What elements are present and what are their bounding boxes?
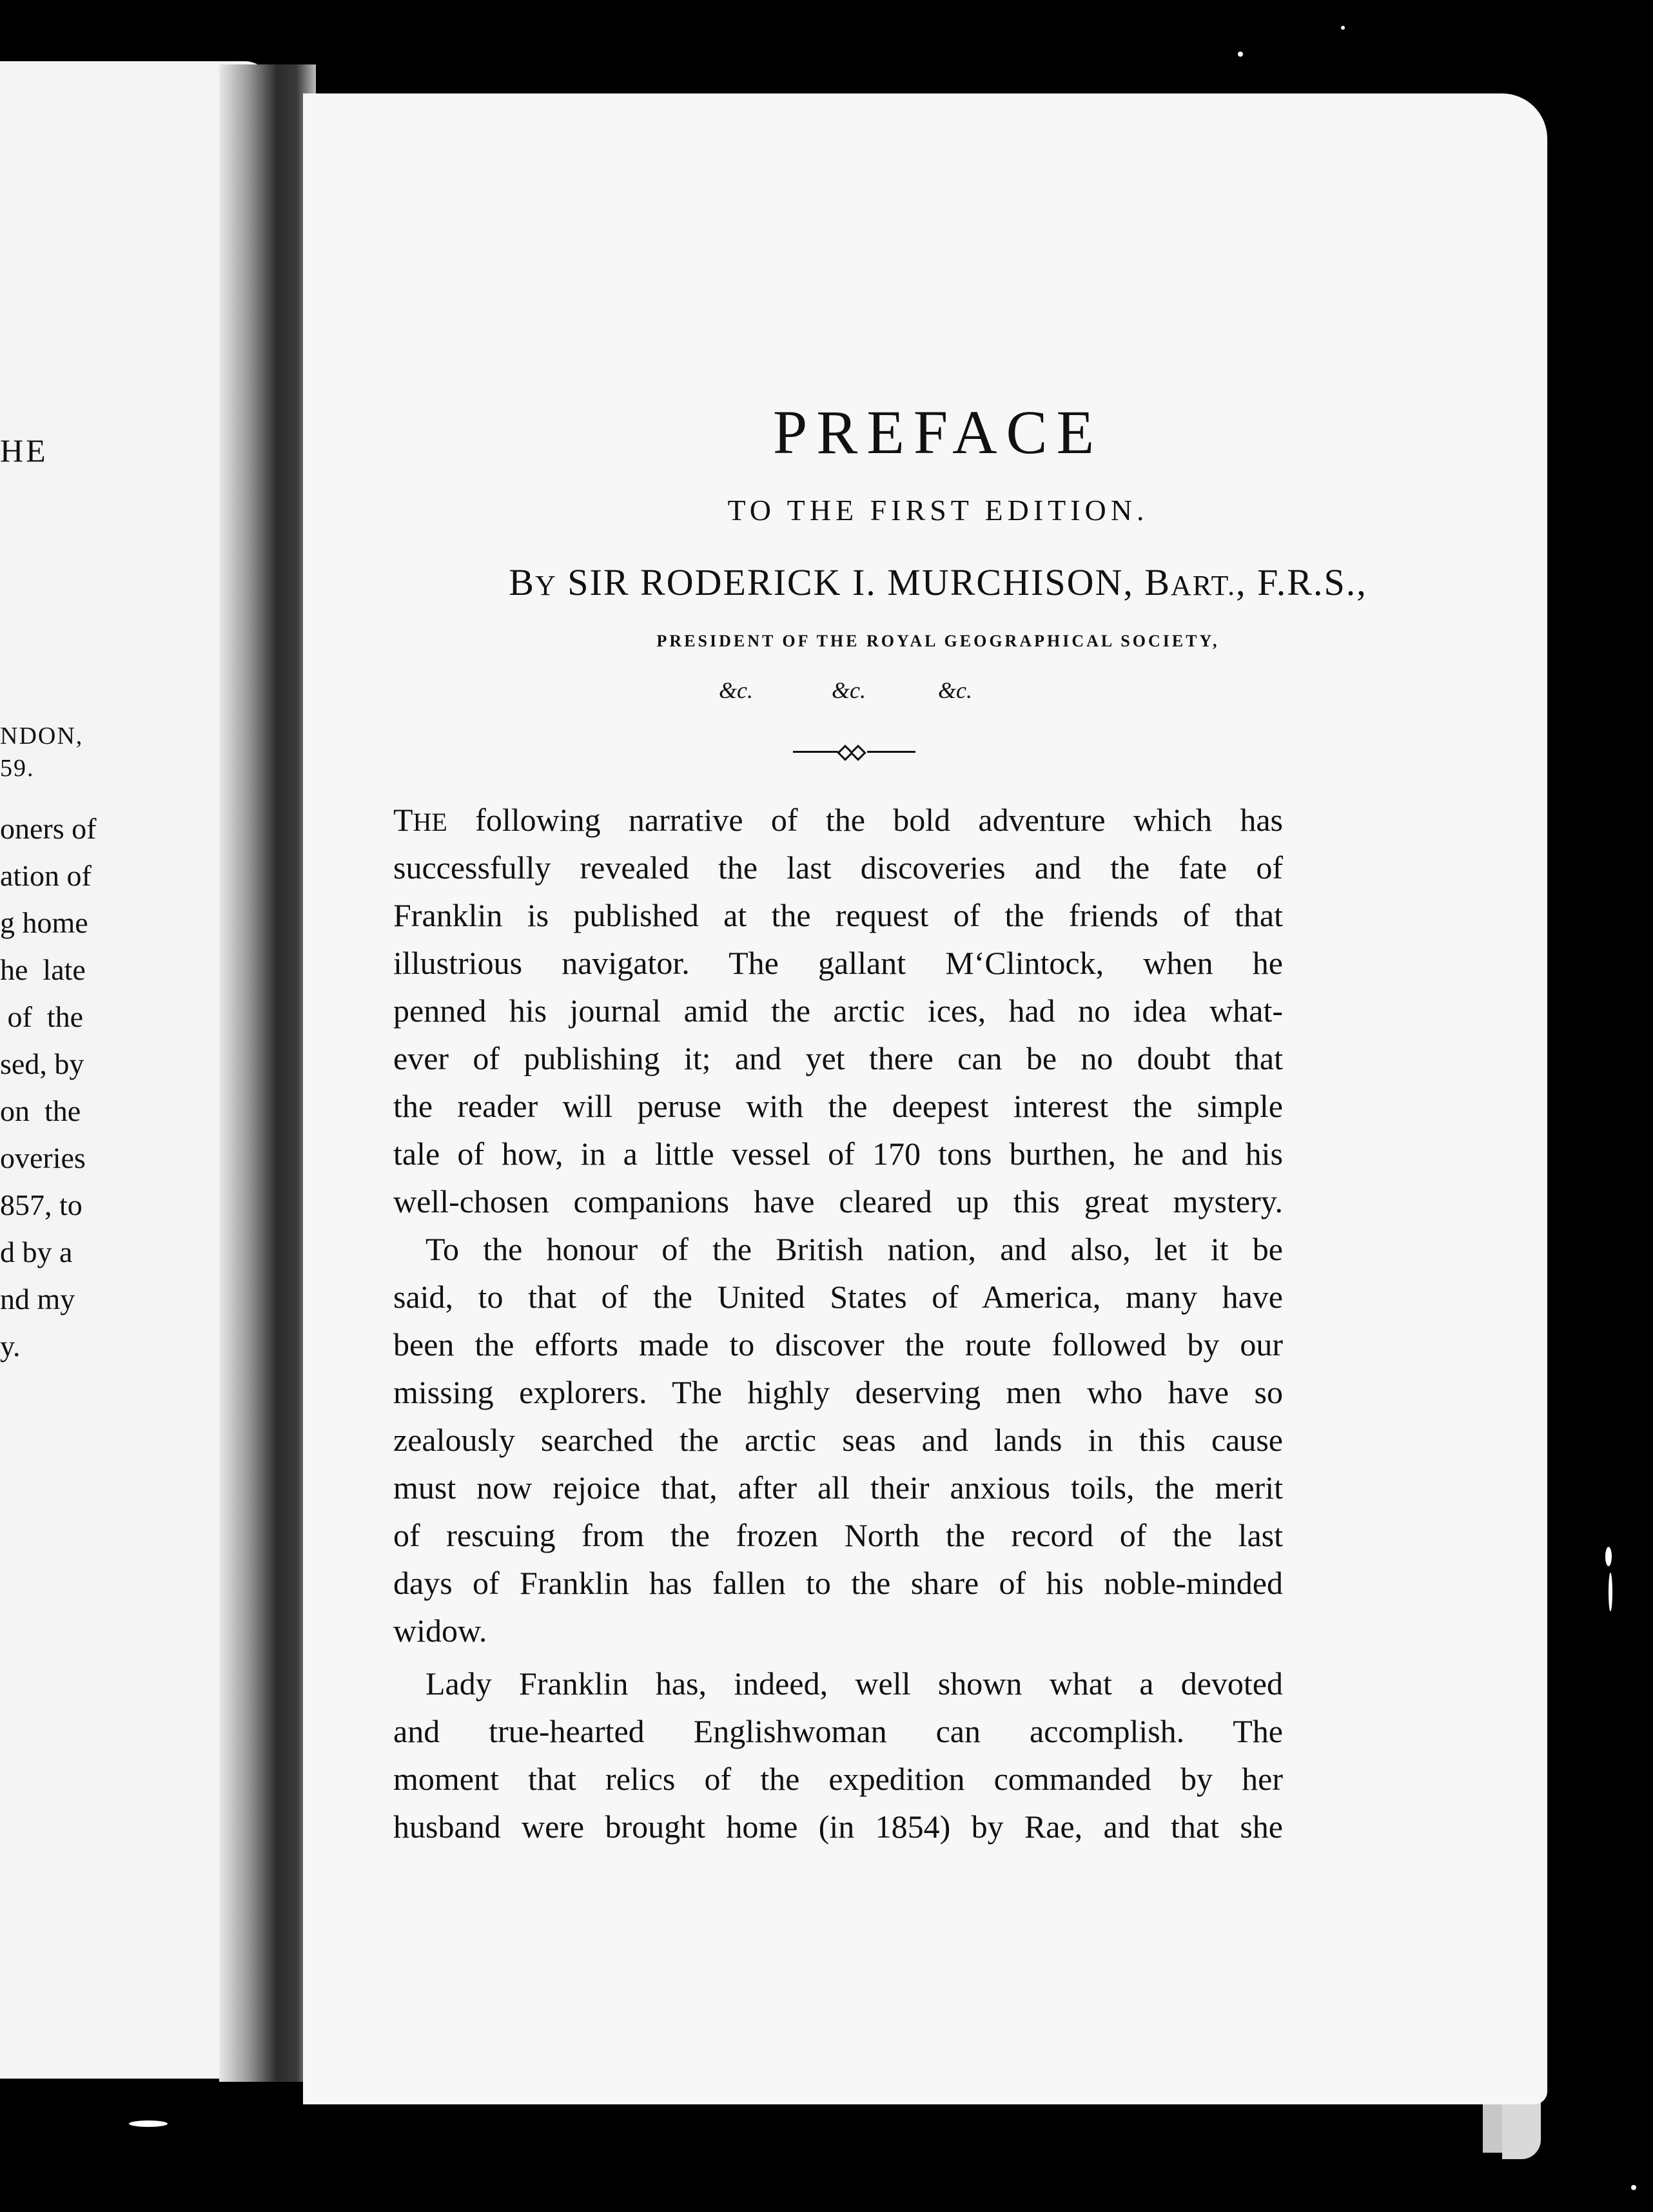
- facing-page-line: d by a: [0, 1236, 73, 1268]
- paragraph: [393, 1225, 1283, 1654]
- text-line: To the honour of the British nation, and also, let it be: [425, 1231, 1283, 1267]
- facing-page-heading: HE: [0, 432, 48, 469]
- text-line: Franklin is published at the request of the friends of that: [393, 897, 1283, 933]
- page-subtitle: TO THE FIRST EDITION.: [727, 494, 1149, 527]
- scan-speck: [1605, 1547, 1612, 1566]
- facing-page-line: overies: [0, 1141, 86, 1174]
- text-line: and true-hearted Englishwoman can accomplish. The: [393, 1713, 1283, 1749]
- text-line: husband were brought home (in 1854) by Rae, and that she: [393, 1809, 1283, 1845]
- facing-page-year: 59.: [0, 755, 35, 782]
- byline-bart: BART.: [1144, 561, 1237, 603]
- facing-page-line: he late: [0, 953, 86, 986]
- text-line: must now rejoice that, after all their anxious toils, the merit: [393, 1470, 1283, 1506]
- scan-speck: [1609, 1573, 1612, 1611]
- facing-page-line: g home: [0, 906, 88, 939]
- text-line: widow.: [393, 1613, 487, 1649]
- scan-speck: [1238, 52, 1243, 57]
- book-gutter: [219, 64, 316, 2082]
- facing-page-line: oners of: [0, 812, 97, 845]
- text-line: successfully revealed the last discoveries and the fate of: [393, 849, 1283, 886]
- text-line: the reader will peruse with the deepest interest the simple: [393, 1088, 1283, 1124]
- text-line: days of Franklin has fallen to the share of his noble-minded: [393, 1565, 1283, 1601]
- byline-by: BY: [509, 561, 557, 603]
- text-line: said, to that of the United States of America, many have: [393, 1279, 1283, 1315]
- scan-speck: [129, 2120, 168, 2127]
- author-name: SIR RODERICK I. MURCHISON,: [556, 561, 1145, 603]
- text-line: of rescuing from the frozen North the record of the last: [393, 1517, 1283, 1553]
- paragraph: [393, 1660, 1283, 1850]
- text-line: tale of how, in a little vessel of 170 tons burthen, he and his: [393, 1136, 1283, 1172]
- etc-mark: &c.: [938, 677, 972, 703]
- etc-mark: &c.: [832, 677, 866, 703]
- text-line: been the efforts made to discover the route followed by our: [393, 1326, 1283, 1363]
- text-line: well-chosen companions have cleared up this great mystery.: [393, 1183, 1283, 1219]
- preface-body: [393, 796, 1283, 1850]
- text-line: zealously searched the arctic seas and lands in this cause: [393, 1422, 1283, 1458]
- facing-page-line: on the: [0, 1094, 81, 1127]
- text-line: penned his journal amid the arctic ices, had no idea what-: [393, 993, 1283, 1029]
- facing-page-line: y.: [0, 1330, 21, 1363]
- page-title: PREFACE: [772, 398, 1104, 467]
- scan-speck: [1631, 2185, 1636, 2190]
- author-office: PRESIDENT OF THE ROYAL GEOGRAPHICAL SOCIETY,: [656, 632, 1220, 650]
- text-line: moment that relics of the expedition commanded by her: [393, 1761, 1283, 1797]
- facing-page-place: NDON,: [0, 723, 84, 750]
- preface-page: [303, 93, 1547, 2104]
- text-line: ever of publishing it; and yet there can be no doubt that: [393, 1040, 1283, 1076]
- facing-page-line: sed, by: [0, 1047, 84, 1080]
- facing-page-line: 857, to: [0, 1188, 83, 1221]
- facing-page-line: nd my: [0, 1283, 75, 1315]
- text-line: missing explorers. The highly deserving men who have so: [393, 1374, 1283, 1410]
- divider-ornament: [793, 744, 915, 760]
- facing-page-line: of the: [0, 1000, 84, 1033]
- text-line: THE following narrative of the bold adventure which has: [393, 802, 1283, 838]
- etc-mark: &c.: [719, 677, 753, 703]
- paragraph: [393, 796, 1283, 1225]
- author-byline: [303, 561, 1547, 604]
- text-line: illustrious navigator. The gallant M‘Clintock, when he: [393, 945, 1283, 981]
- scan-speck: [1341, 26, 1345, 30]
- author-credentials: , F.R.S.,: [1236, 561, 1367, 603]
- facing-page-line: ation of: [0, 859, 92, 892]
- text-line: Lady Franklin has, indeed, well shown what a devoted: [425, 1665, 1283, 1702]
